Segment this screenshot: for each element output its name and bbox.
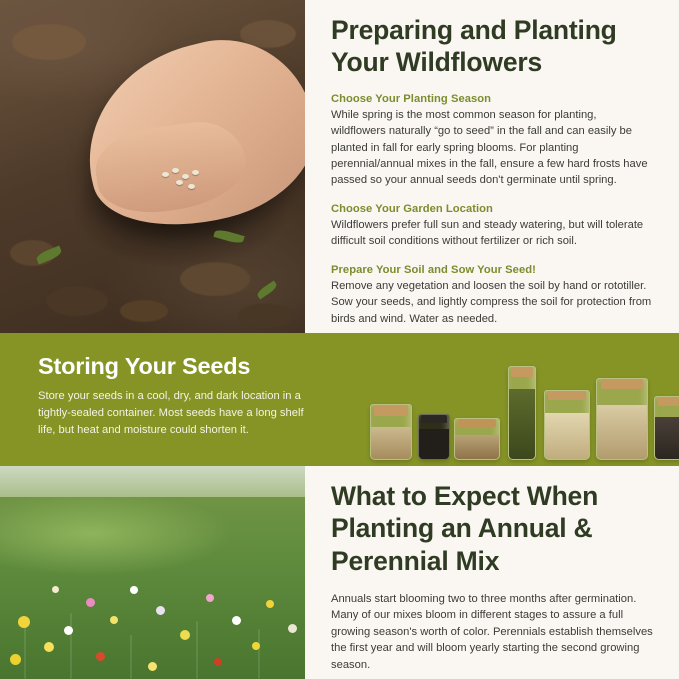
jar-cork bbox=[458, 419, 496, 427]
flower bbox=[180, 630, 190, 640]
jar-cork bbox=[374, 405, 408, 416]
jar-contents bbox=[597, 405, 647, 459]
flower bbox=[86, 598, 95, 607]
wildflower-meadow-image bbox=[0, 466, 305, 679]
flower bbox=[64, 626, 73, 635]
seed bbox=[162, 172, 169, 177]
seed-jar bbox=[596, 378, 648, 460]
flower bbox=[288, 624, 297, 633]
soil-clod bbox=[12, 24, 86, 60]
jar-cork bbox=[511, 367, 533, 377]
seed-jar bbox=[370, 404, 412, 460]
seed bbox=[188, 184, 195, 189]
seed bbox=[182, 174, 189, 179]
jar-cork bbox=[601, 379, 643, 389]
jar-contents bbox=[371, 427, 411, 459]
paragraph-prepare-soil: Remove any vegetation and loosen the soil by hand or rototiller. Sow your seeds, and lightly compress the soil for protection from birds and wind. Water as needed. bbox=[331, 279, 652, 325]
flower bbox=[232, 616, 241, 625]
what-to-expect-heading: What to Expect When Planting an Annual & Perennial Mix bbox=[331, 481, 599, 576]
jar-contents bbox=[509, 389, 535, 459]
seed-jar bbox=[508, 366, 536, 460]
soil-clod bbox=[46, 286, 108, 316]
seed-jar bbox=[654, 396, 679, 460]
seeds-group bbox=[160, 168, 204, 194]
subheading-prepare-soil: Prepare Your Soil and Sow Your Seed! bbox=[331, 263, 536, 276]
grass-blade bbox=[196, 621, 198, 679]
seed bbox=[172, 168, 179, 173]
section-one-text-column bbox=[305, 0, 679, 333]
flower bbox=[44, 642, 54, 652]
seed-jar bbox=[454, 418, 500, 460]
page-title: Preparing and Planting Your Wildflowers bbox=[331, 15, 617, 78]
soil-hand-seeds-image bbox=[0, 0, 305, 333]
paragraph-garden-location: Wildflowers prefer full sun and steady watering, but will tolerate difficult soil conditions without fertilizer or rich soil. bbox=[331, 218, 644, 248]
section-three-text-column bbox=[305, 466, 679, 679]
grass-blade bbox=[130, 635, 132, 679]
flower bbox=[214, 658, 222, 666]
what-to-expect-paragraph: Annuals start blooming two to three months after germination. Many of our mixes bloom in different stages to assure a full growing season's worth of color. Perennials establish themselves the first year and will bloom yearly starting the second growing season. bbox=[331, 592, 653, 671]
jar-contents bbox=[545, 413, 589, 459]
flower bbox=[206, 594, 214, 602]
flower bbox=[18, 616, 30, 628]
flower bbox=[156, 606, 165, 615]
jar-contents bbox=[419, 429, 449, 459]
jar-cork bbox=[421, 415, 447, 423]
soil-clod bbox=[120, 300, 168, 322]
section-storing-your-seeds bbox=[0, 333, 679, 466]
storing-seeds-heading: Storing Your Seeds bbox=[38, 353, 251, 379]
paragraph-planting-season: While spring is the most common season for planting, wildflowers naturally “go to seed” in the fall and can easily be planted in fall for early spring blooms. For planting perennial/annual mixes in the fall, ensure a few hard frosts have passed so your annual seeds don't germinate until spring. bbox=[331, 108, 648, 187]
flower bbox=[148, 662, 157, 671]
flower bbox=[266, 600, 274, 608]
grass-blade bbox=[70, 613, 72, 679]
seed-jars-image bbox=[340, 333, 679, 466]
flower bbox=[10, 654, 21, 665]
flower bbox=[252, 642, 260, 650]
seed bbox=[176, 180, 183, 185]
seed-jar bbox=[544, 390, 590, 460]
flower bbox=[110, 616, 118, 624]
flower bbox=[52, 586, 59, 593]
subheading-garden-location: Choose Your Garden Location bbox=[331, 202, 493, 215]
jar-contents bbox=[655, 417, 679, 459]
storing-seeds-paragraph: Store your seeds in a cool, dry, and dark location in a tightly-sealed container. Most seeds have a long shelf life, but heat and moisture could shorten it. bbox=[38, 390, 304, 436]
flower bbox=[96, 652, 105, 661]
seed bbox=[192, 170, 199, 175]
subheading-planting-season: Choose Your Planting Season bbox=[331, 92, 492, 105]
jar-cork bbox=[548, 391, 586, 400]
seed-jar bbox=[418, 414, 450, 460]
section-what-to-expect bbox=[0, 466, 679, 679]
section-two-text-column bbox=[0, 333, 340, 438]
grass-blade bbox=[258, 629, 260, 679]
jar-cork bbox=[658, 397, 679, 406]
soil-clod bbox=[238, 304, 294, 328]
jar-contents bbox=[455, 435, 499, 459]
section-preparing-and-planting bbox=[0, 0, 679, 333]
flower bbox=[130, 586, 138, 594]
grass-blade bbox=[24, 627, 26, 679]
